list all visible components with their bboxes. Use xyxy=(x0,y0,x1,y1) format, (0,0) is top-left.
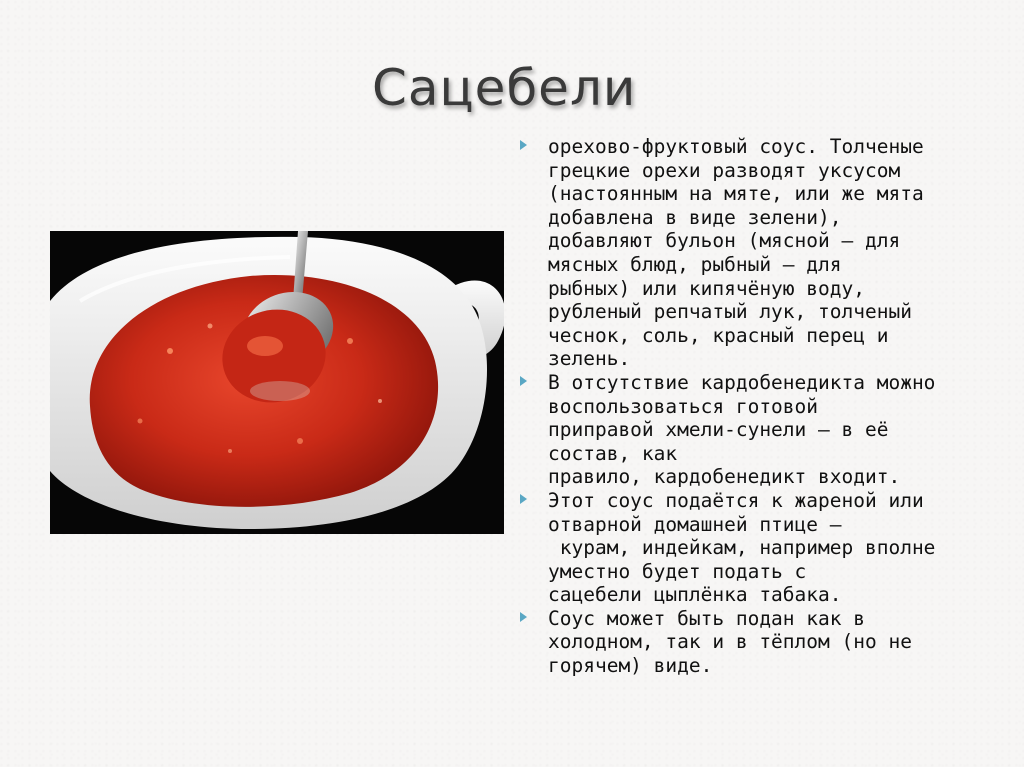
text-line: уместно будет подать с xyxy=(548,559,807,583)
text-line: чеснок, соль, красный перец и xyxy=(548,323,889,347)
text-line: отварной домашней птице — xyxy=(548,512,842,536)
text-line: правило, кардобенедикт входит. xyxy=(548,465,901,489)
text-line: горячем) виде. xyxy=(548,654,713,678)
triangle-right-icon xyxy=(520,494,527,504)
text-line: холодном, так и в тёплом (но не xyxy=(548,630,912,654)
bullet-item xyxy=(520,607,1015,678)
text-line: воспользоваться готовой xyxy=(548,394,819,418)
text-line: зелень. xyxy=(548,347,631,371)
text-line: приправой хмели-сунели — в её xyxy=(548,418,889,442)
text-line: орехово-фруктовый соус. Толченые xyxy=(548,135,924,158)
text-line: грецкие орехи разводят уксусом xyxy=(548,158,901,182)
bullet-list xyxy=(520,135,1015,678)
bullet-item xyxy=(520,489,1015,607)
text-line: сацебели цыплёнка табака. xyxy=(548,583,842,607)
slide-title: Сацебели xyxy=(372,59,637,117)
sauce-boat-image xyxy=(50,231,504,534)
sauce-photo xyxy=(50,231,504,534)
text-line: состав, как xyxy=(548,441,678,465)
text-line: В отсутствие кардобенедикта можно xyxy=(548,370,936,394)
bullet-item xyxy=(520,135,1015,371)
text-line: добавляют бульон (мясной — для xyxy=(548,229,901,253)
bullet-item xyxy=(520,371,1015,489)
text-line: Соус может быть подан как в xyxy=(548,606,865,630)
text-line: добавлена в виде зелени), xyxy=(548,205,842,229)
text-line: Этот соус подаётся к жареной или xyxy=(548,488,924,512)
text-line: рыбных) или кипячёную воду, xyxy=(548,276,865,300)
text-line: (настоянным на мяте, или же мята xyxy=(548,182,924,206)
text-line: мясных блюд, рыбный — для xyxy=(548,252,842,276)
triangle-right-icon xyxy=(520,140,527,150)
text-line: рубленый репчатый лук, толченый xyxy=(548,300,912,324)
triangle-right-icon xyxy=(520,612,527,622)
text-line: курам, индейкам, например вполне xyxy=(548,536,936,560)
triangle-right-icon xyxy=(520,376,527,386)
